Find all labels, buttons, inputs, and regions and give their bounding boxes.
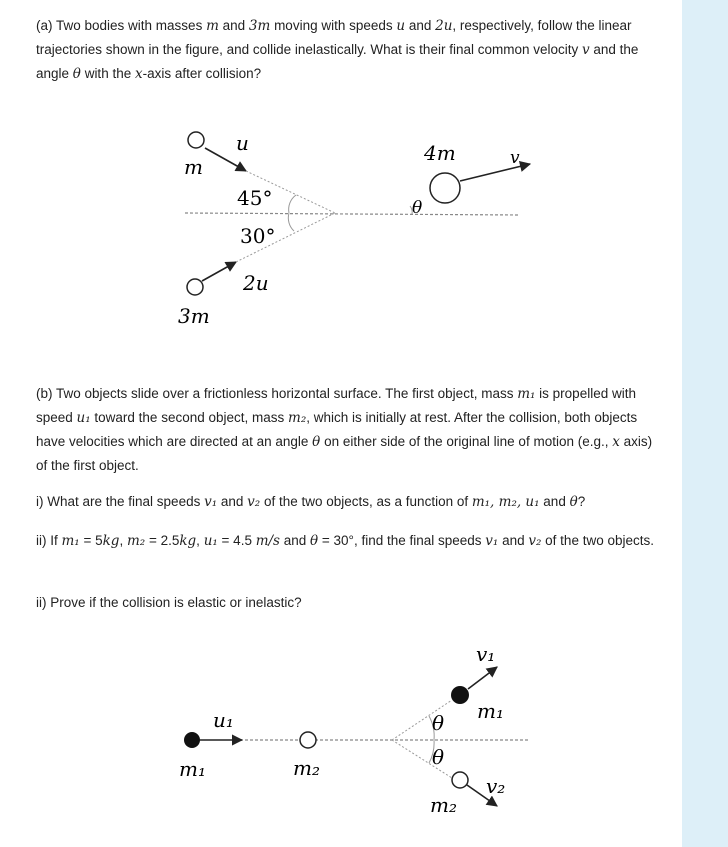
label-speed-2u: 2u [243,271,269,295]
label-speed-v: v [510,148,520,168]
text-run: , [119,533,127,548]
x-axis-dashed-line [185,213,520,215]
mass-4m-ball [430,173,460,203]
part-a-figure [0,120,682,340]
text-run: and [539,494,570,509]
math-symbol: 2u [435,18,453,34]
mass-m1-ball-before [184,732,200,748]
math-symbol: m [206,18,219,34]
math-symbol: x [134,66,143,82]
label-angle-45: 45° [237,186,273,210]
label-m1-before: m₁ [179,757,206,781]
math-symbol: θ [72,66,81,82]
text-run: of the two objects, as a function of [260,494,472,509]
text-run: with the [80,66,135,81]
text-run: , which is initially at rest. After the collision, both objects have velocities which are directed at an angle [36,410,638,449]
math-symbol: u [396,18,406,34]
label-mass-3m: 3m [178,304,210,328]
part-b-intro [36,382,666,477]
angle-30-arc [288,213,294,231]
question-iii [36,591,666,614]
math-symbol: v₂ [247,494,261,510]
text-run: ii) If [36,533,62,548]
mass-3m-ball [187,279,203,295]
label-m2-before: m₂ [293,756,320,780]
text-run: = 4.5 [217,533,256,548]
math-symbol: 3m [248,18,271,34]
mass-m-ball [188,132,204,148]
text-run: = 30°, find the final speeds [318,533,486,548]
text-run: and [279,533,311,548]
label-angle-30: 30° [240,224,276,248]
angle-45-arc [289,195,296,213]
math-symbol: u₁ [76,410,91,426]
label-speed-u: u [236,131,249,155]
text-run: (a) Two bodies with masses [36,18,207,33]
math-symbol: m/s [255,533,280,549]
math-symbol: m₁ [61,533,80,549]
math-symbol: v₁ [204,494,218,510]
part-a-text [36,14,666,86]
question-ii [36,529,666,553]
math-symbol: kg [102,533,120,549]
math-symbol: θ [569,494,578,510]
text-run: , respectively, follow the linear trajectories shown in the figure, and collide inelastically. What is their final common velocity [36,18,632,57]
text-run: ii) Prove if the collision is elastic or inelastic? [36,595,302,610]
math-symbol: m₁ [517,386,536,402]
math-symbol: m₂ [126,533,146,549]
text-run: and the angle [36,42,639,81]
label-mass-m: m [184,155,203,179]
text-run: on either side of the original line of motion (e.g., [320,434,613,449]
math-symbol: u₁ [203,533,218,549]
mass-m1-ball-after [451,686,469,704]
math-symbol: v₂ [528,533,542,549]
label-v1: v₁ [476,642,496,666]
text-run: = 2.5 [145,533,180,548]
label-angle-theta: θ [412,198,423,218]
label-u1: u₁ [213,708,234,732]
text-run: , [196,533,204,548]
text-run: ? [577,494,586,509]
label-v2: v₂ [486,774,506,798]
label-theta-lower: θ [432,745,445,769]
math-symbol: θ [312,434,321,450]
text-run: moving with speeds [270,18,397,33]
question-i [36,490,666,514]
text-run: and [217,494,248,509]
part-b-figure [0,630,682,830]
math-symbol: m₁, m₂, u₁ [471,494,540,510]
text-run: is propelled with speed [36,386,636,425]
label-m2-after: m₂ [430,793,457,817]
text-run: i) What are the final speeds [36,494,205,509]
text-run: = 5 [79,533,103,548]
math-symbol: v₁ [485,533,499,549]
label-theta-upper: θ [432,711,445,735]
text-run: toward the second object, mass [90,410,289,425]
math-symbol: θ [310,533,319,549]
text-run: and [218,18,249,33]
text-run: axis) of the first object. [36,434,653,473]
mass-m2-ball-after [452,772,468,788]
label-mass-4m: 4m [424,141,456,165]
text-run: and [405,18,436,33]
text-run: and [498,533,529,548]
velocity-v1-arrow [468,667,497,689]
velocity-2u-arrow [202,262,236,281]
text-run: of the two objects. [541,533,654,548]
mass-m2-ball-before [300,732,316,748]
math-symbol: kg [179,533,197,549]
math-symbol: v [582,42,590,58]
text-run: (b) Two objects slide over a frictionless horizontal surface. The first object, mass [36,386,518,401]
math-symbol: x [612,434,620,450]
label-m1-after: m₁ [477,699,504,723]
text-run: -axis after collision? [142,66,262,81]
math-symbol: m₂ [288,410,307,426]
